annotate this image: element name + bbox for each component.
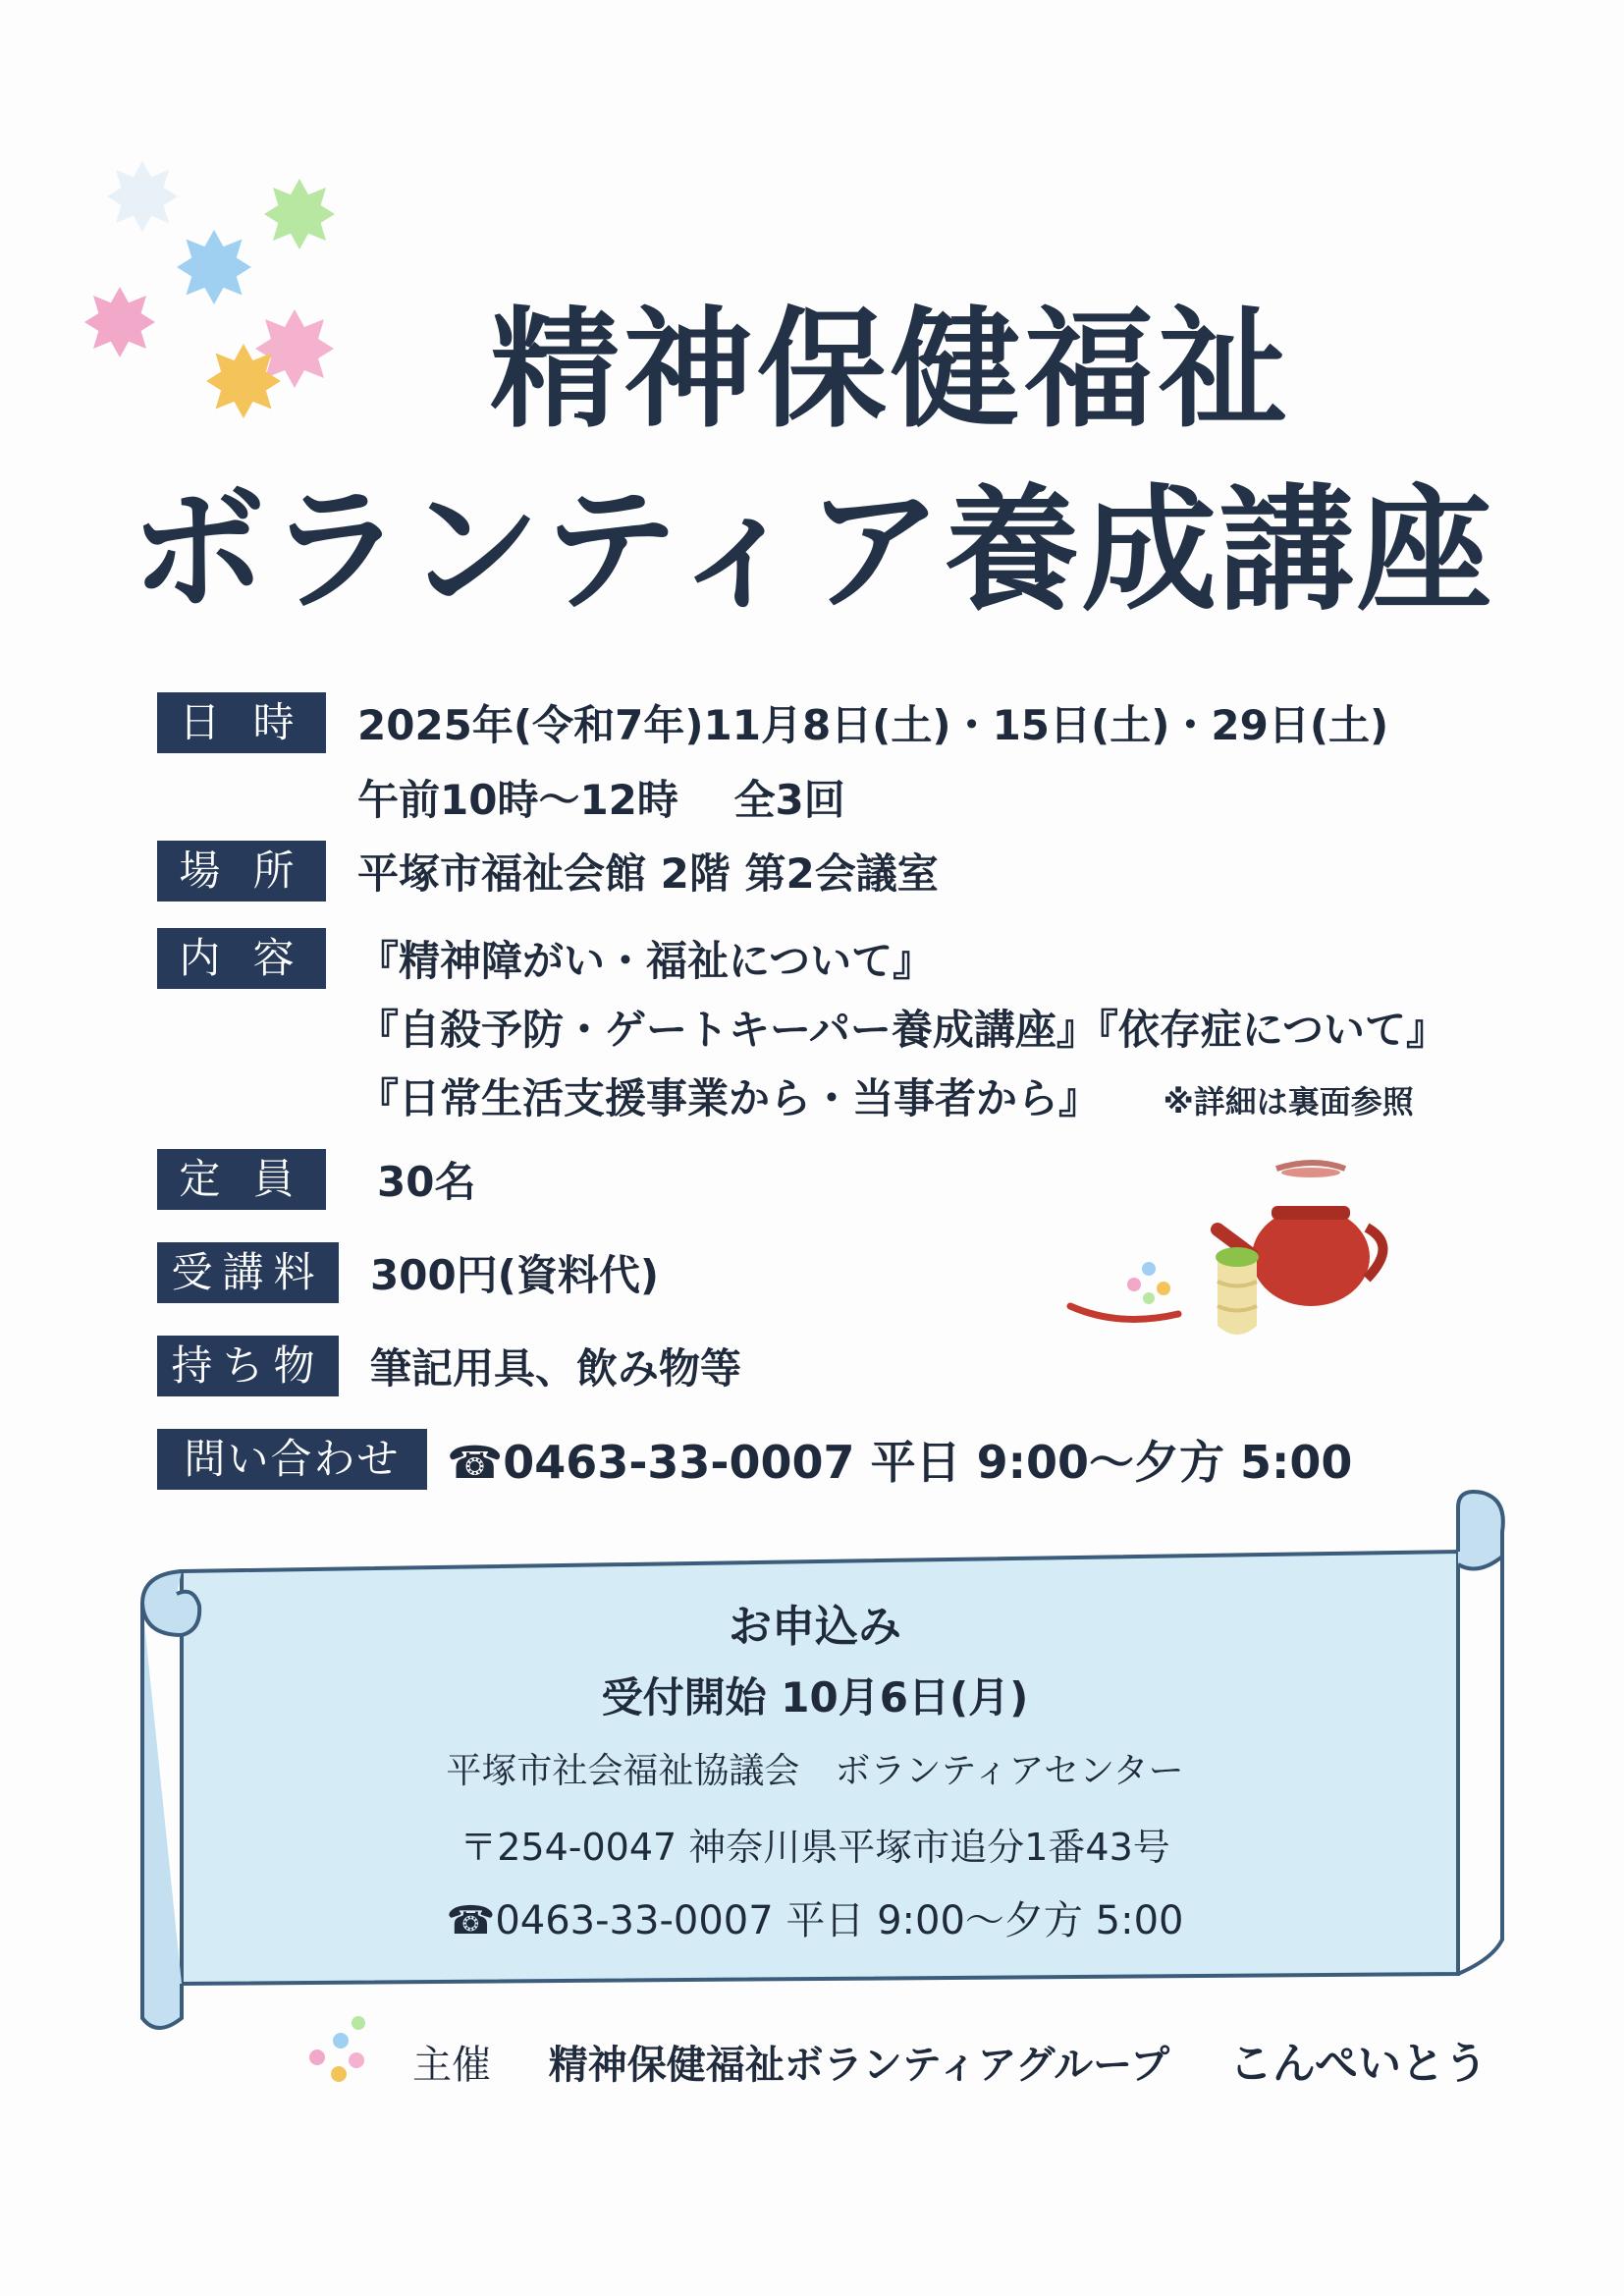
content-line1: 『精神障がい・福祉について』	[357, 937, 935, 985]
label-content: 内 容	[157, 928, 326, 989]
small-flowers-icon	[299, 2013, 388, 2092]
apply-title: お申込み	[729, 1602, 901, 1652]
page-title-line2: ボランティア養成講座	[130, 471, 1494, 629]
teacup-icon	[1216, 1247, 1259, 1335]
capacity-value: 30名	[377, 1158, 476, 1206]
host-line	[412, 2028, 1488, 2091]
detail-datetime	[157, 692, 1388, 842]
contact-value: ☎0463-33-0007 平日 9:00～夕方 5:00	[447, 1436, 1353, 1489]
host-name: こんぺいとう	[1228, 2039, 1488, 2089]
apply-tel: ☎0463-33-0007 平日 9:00～夕方 5:00	[446, 1898, 1184, 1943]
fee-value: 300円(資料代)	[370, 1251, 660, 1299]
detail-capacity	[157, 1149, 475, 1216]
detail-place	[157, 841, 939, 907]
host-label: 主催	[412, 2043, 491, 2088]
bring-value: 筆記用具、飲み物等	[370, 1344, 742, 1393]
content-line3: 『日常生活支援事業から・当事者から』	[357, 1074, 1101, 1122]
host-group: 精神保健福祉ボランティアグループ	[548, 2043, 1170, 2088]
label-contact: 問い合わせ	[157, 1429, 427, 1490]
content-note: ※詳細は裏面参照	[1163, 1083, 1414, 1121]
apply-address: 〒254-0047 神奈川県平塚市追分1番43号	[460, 1826, 1170, 1869]
apply-org: 平塚市社会福祉協議会 ボランティアセンター	[446, 1751, 1184, 1791]
detail-bring	[157, 1336, 741, 1402]
datetime-line2: 午前10時～12時 全3回	[357, 776, 845, 824]
detail-content	[157, 928, 1447, 1134]
place-value: 平塚市福祉会館 2階 第2会議室	[357, 849, 939, 898]
teapot-icon	[1060, 1159, 1404, 1355]
label-capacity: 定 員	[157, 1149, 326, 1210]
apply-start: 受付開始 10月6日(月)	[601, 1673, 1029, 1722]
label-datetime: 日 時	[157, 692, 326, 753]
label-fee: 受講料	[157, 1242, 339, 1303]
label-place: 場 所	[157, 841, 326, 902]
detail-fee	[157, 1242, 659, 1309]
detail-contact	[157, 1429, 1352, 1496]
label-bring: 持ち物	[157, 1336, 339, 1396]
datetime-line1: 2025年(令和7年)11月8日(土)・15日(土)・29日(土)	[357, 701, 1389, 749]
content-line2: 『自殺予防・ゲートキーパー養成講座』『依存症について』	[357, 1006, 1448, 1054]
page-title-line1: 精神保健福祉	[490, 295, 1291, 446]
